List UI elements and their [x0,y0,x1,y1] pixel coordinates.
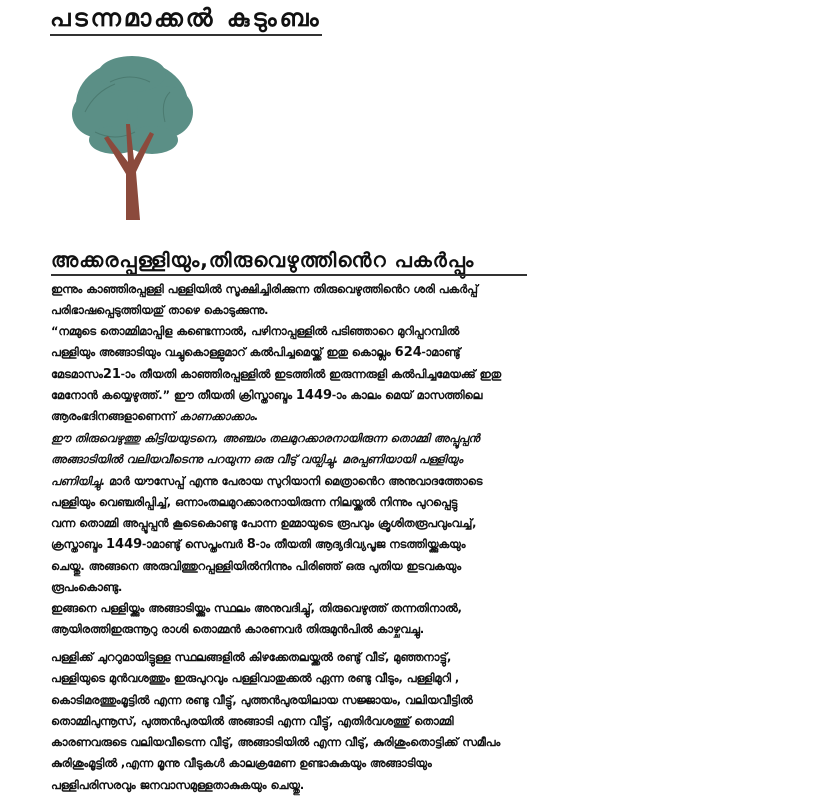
tree-icon [70,52,195,222]
text-line: രൂപംകൊണ്ടു. [51,581,123,595]
text-line: മേനോൻ കയ്യെഴുത്ത്.” ഈ തീയതി ക്രിസ്താബ്ദം 1449-ാം കാലം മെയ് മാസത്തിലെ [51,387,483,403]
land-grant-paragraph [51,598,791,641]
text-line: കാരണവരുടെ വലിയവീടെന്ന വീടു്, അങ്ങാടിയിൽ എന്ന വീടു്, കുരിശുംതൊട്ടിക്ക് സമീപം [51,736,501,750]
text-line: തൊമ്മിപുന്നൂസ്, പുത്തൻപുരയിൽ അങ്ങാടി എന്ന വീട്ടു്, എതിർവശത്തു് തൊമ്മി [51,714,454,728]
text-line: പള്ളിയുടെ മുൻവശത്തും ഇരുപുറവും പള്ളിവാതുക്കൽ ഏന്ന രണ്ടു വീടും, പള്ളിമുറി , [51,672,460,686]
text-line: ഇങ്ങനെ പള്ളിയ്ക്കും അങ്ങാടിയ്ക്കും സ്ഥലം അനുവദിച്ചു്, തിരുവെഴുത്ത് തന്നതിനാൽ, [51,602,462,615]
text-line: ആരംഭദിനങ്ങളാണെന്ന് കാണക്കാക്കാം. [51,410,259,424]
text-line: “നമ്മുടെ തൊമ്മിമാപ്പിള കണ്ടെന്നാൽ, പഴിനാപ്പള്ളിൽ പടിഞ്ഞാറെ മുറിപ്പറമ്പിൽ [51,325,460,338]
text-line: കൊടിമരത്തുംമൂട്ടിൽ എന്ന രണ്ടു വീട്ടു്, പുത്തൻപുരയിലായ സജ്ജായം, വലിയവീട്ടിൽ [51,693,473,707]
history-paragraph [51,428,791,598]
text-line: ക്രസ്താബ്ദം 1449-ാമാണ്ടു് സെപ്തംമ്പർ 8-ാം തീയതി ആദ്യദിവ്യപൂജ നടത്തിയ്ക്കുകയും [51,537,466,553]
intro-paragraph [51,279,791,322]
section-heading: അക്കരപ്പള്ളിയും,തിരുവെഴുത്തിൻെറ പകർപ്പും [51,248,475,272]
text-line: ചെയ്തു. അങ്ങനെ അരുവിത്തുറപ്പള്ളിയിൽനിന്നും പിരിഞ്ഞ് ഒരു പുതിയ ഇടവകയും [51,559,462,573]
text-line: പണിയിച്ചു. മാർ യൗസേപ്പ് എന്നു പേരായ സുറിയാനി മെത്രാൻെറ അനുവാദത്തോടെ [51,474,483,488]
page-title: പടന്നമാക്കൽ കുടുംബം [50,4,322,36]
text-line: വന്ന തൊമ്മി അപ്പൂപ്പൻ കൂടെകൊണ്ടു പോന്ന ഉമ്മായുടെ രൂപവും ക്രൂശിതരൂപവുംവച്ച്, [51,517,477,531]
text-line: കുരിശുംമൂട്ടിൽ ,എന്ന മൂന്നു വീടുകൾ കാലക്രമേണ ഉണ്ടാകുകയും അങ്ങാടിയും [51,757,432,771]
text-line: ഇന്നും കാഞ്ഞിരപ്പള്ളി പള്ളിയിൽ സൂക്ഷിച്ചിരിക്കുന്ന തിരുവെഴുത്തിൻെറ ശരി പകർപ്പ് [51,283,478,296]
text-line: പള്ളിക്ക് ചുററുമായിട്ടുള്ള സ്ഥലങ്ങളിൽ കിഴക്കേതലയ്ക്കൽ രണ്ടു് വീട്, മുഞ്ഞനാട്ടു്, [51,651,452,664]
quote-paragraph [51,321,791,427]
text-line: മേടമാസം21-ാം തീയതി കാഞ്ഞിരപ്പള്ളിൽ ഇടത്തിൽ ഇരുന്നരുളി കൽപിച്ചമേയക്കു് ഇതു [51,366,501,382]
text-line: പള്ളിയും വെഞ്ചരിപ്പിച്ച്, ഒന്നാംതലമുറക്കാരനായിരുന്ന നിലയ്ക്കൽ നിന്നും പുറപ്പെട്ടു [51,495,458,509]
text-line: പള്ളിപരിസരവും ജനവാസമുള്ളതാകുകയും ചെയ്തു. [51,778,305,792]
houses-paragraph [51,647,791,796]
text-line: ഈ തിരുവെഴുത്തു കിട്ടിയയുടനെ, അഞ്ചാം തലമുറക്കാരനായിരുന്ന തൊമ്മി അപ്പൂപ്പൻ [51,432,480,445]
text-line: പരിഭാഷപ്പെടുത്തിയതു് താഴെ കൊടുക്കുന്നു. [51,304,269,318]
heading-underline [51,274,527,276]
text-line: പള്ളിയും അങ്ങാടിയും വച്ചുകൊള്ളുമാറ് കൽപിച്ചമെയ്ക്ക് ഇതു കൊല്ലം 624-ാമാണ്ടു് [51,345,461,361]
text-line: അങ്ങാടിയിൽ വലിയവീടെന്നു പറയുന്ന ഒരു വീടു് വയ്പിച്ചു. മരപ്പണിയായി പള്ളിയും [51,453,463,467]
text-line: ആയിരത്തിഇരുന്നൂറു രാശി തൊമ്മൻ കാരണവർ തിരുമുൻപിൽ കാഴ്ചവച്ചു. [51,623,425,637]
